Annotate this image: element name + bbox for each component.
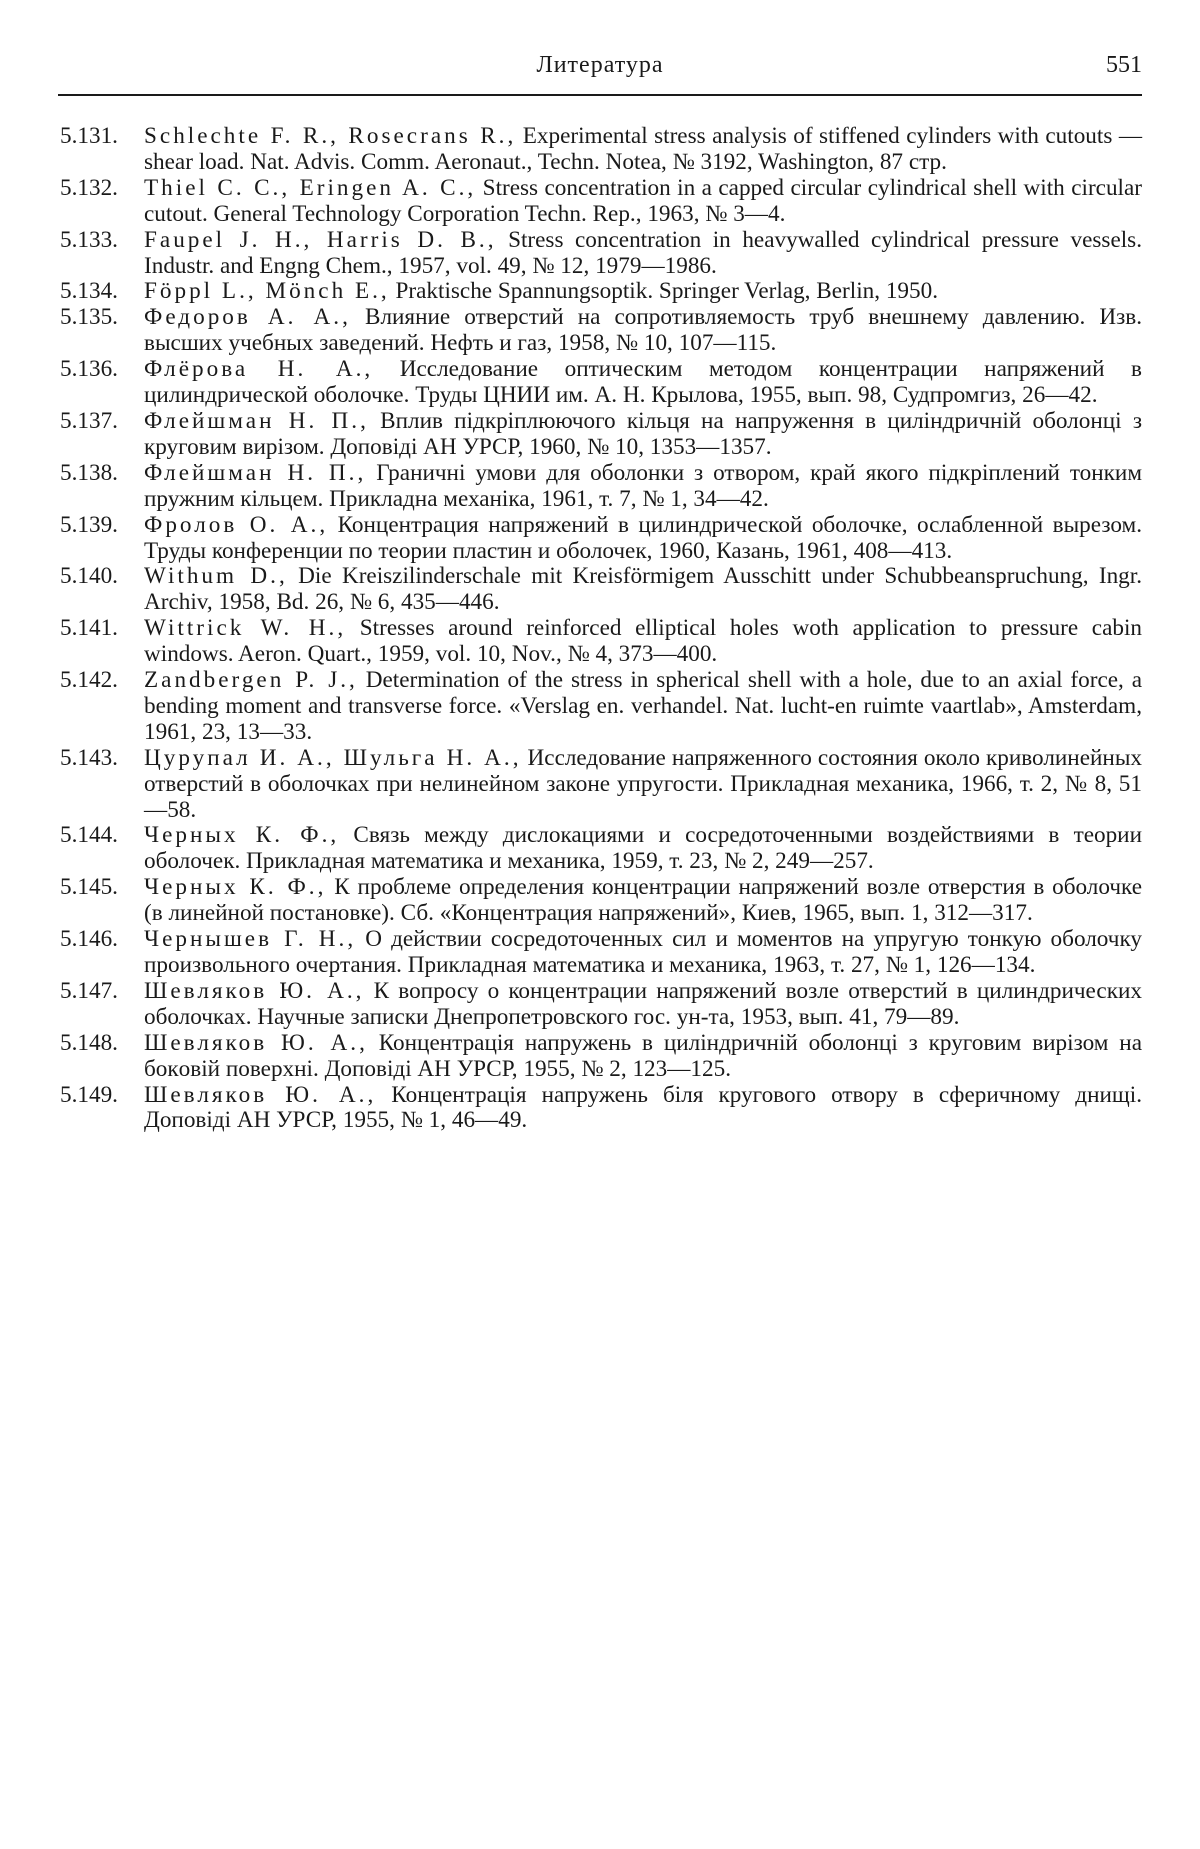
reference-text: К проблеме определения концентрации напряжений возле отверстия в оболочке (в линейной постановке). Сб. «Концентрация напряжений», Киев, 1965, вып. 1, 312—317. [144, 874, 1142, 927]
reference-number: 5.135. [60, 304, 118, 331]
reference-item [60, 124, 1142, 176]
reference-item [60, 1083, 1142, 1135]
page-number: 551 [1106, 52, 1142, 78]
reference-text: Граничнi умови для оболонки з отвором, край якого пiдкрiплений тонким пружним кiльцем. Прикладна механiка, 1961, т. 7, № 1, 34—42. [144, 459, 1143, 512]
reference-item [60, 461, 1142, 513]
reference-authors: Schlechte F. R., Rosecrans R., [144, 123, 517, 149]
reference-text: Praktische Spannungsoptik. Springer Verlag, Berlin, 1950. [395, 278, 938, 305]
reference-text: Вплив пiдкрiплюючого кiльця на напруження в цилiндричнiй оболонцi з круговим вирiзом. Доповiдi АН УРСР, 1960, № 10, 1353—1357. [144, 407, 1143, 460]
reference-number: 5.139. [60, 511, 118, 538]
reference-authors: Wittrick W. H., [144, 615, 347, 642]
reference-number: 5.137. [60, 407, 118, 434]
reference-authors: Черных К. Ф., [144, 822, 340, 849]
reference-authors: Faupel J. H., Harris D. B., [144, 226, 497, 253]
reference-text: О действии сосредоточенных сил и моментов на упругую тонкую оболочку произвольного очертания. Прикладная математика и механика, 1963, т. 27, № 1, 126—134. [144, 926, 1142, 978]
reference-authors: Föppl L., Mönch E., [144, 278, 390, 305]
reference-number: 5.138. [60, 459, 118, 486]
reference-text: Исследование напряженного состояния около криволинейных отверстий в оболочках при нелинейном законе упругости. Прикладная механика, 1966, т. 2, № 8, 51—58. [144, 744, 1142, 823]
reference-authors: Цурупал И. А., Шульга Н. А., [144, 744, 522, 771]
reference-authors: Черных К. Ф., [144, 874, 327, 901]
reference-text: Связь между дислокациями и сосредоточенными воздействиями в теории оболочек. Прикладная математика и механика, 1959, т. 23, № 2, 249—257. [144, 822, 1142, 875]
reference-item [60, 564, 1142, 616]
reference-authors: Шевляков Ю. А., [144, 977, 365, 1004]
reference-authors: Флейшман Н. П., [144, 459, 367, 486]
reference-item [60, 927, 1142, 979]
reference-number: 5.140. [60, 563, 118, 590]
reference-authors: Шевляков Ю. А., [144, 1081, 377, 1108]
reference-number: 5.149. [60, 1081, 118, 1108]
reference-list [60, 124, 1142, 1134]
reference-number: 5.141. [60, 615, 118, 642]
reference-number: 5.145. [60, 874, 118, 901]
reference-number: 5.142. [60, 667, 118, 694]
running-head: Литература [536, 52, 664, 78]
reference-text: Stress concentration in a capped circular cylindrical shell with circular cutout. General Technology Corporation Techn. Rep., 1963, № 3—4. [144, 174, 1143, 227]
page-header [58, 50, 1142, 96]
reference-text: К вопросу о концентрации напряжений возле отверстий в цилиндрических оболочках. Научные записки Днепропетровского гос. ун-та, 1953, вып. 41, 79—89. [144, 977, 1142, 1030]
reference-text: Влияние отверстий на сопротивляемость труб внешнему давлению. Изв. высших учебных заведений. Нефть и газ, 1958, № 10, 107—115. [144, 304, 1143, 357]
reference-authors: Withum D., [144, 563, 288, 590]
reference-number: 5.136. [60, 356, 118, 383]
reference-item [60, 668, 1142, 746]
reference-text: Stress concentration in heavywalled cylindrical pressure vessels. Industr. and Engng Chem., 1957, vol. 49, № 12, 1979—1986. [144, 226, 1143, 279]
reference-item [60, 746, 1142, 824]
reference-number: 5.134. [60, 278, 118, 305]
reference-number: 5.133. [60, 226, 118, 253]
reference-item [60, 823, 1142, 875]
reference-item [60, 357, 1142, 409]
reference-item [60, 616, 1142, 668]
reference-text: Концентрация напряжений в цилиндрической оболочке, ослабленной вырезом. Труды конференции по теории пластин и оболочек, 1960, Казань, 1961, 408—413. [144, 511, 1142, 564]
reference-text: Experimental stress analysis of stiffened cylinders with cutouts — shear load. Nat. Advis. Comm. Aeronaut., Techn. Notea, № 3192, Washington, 87 стр. [144, 123, 1143, 175]
reference-text: Stresses around reinforced elliptical holes woth application to pressure cabin windows. Aeron. Quart., 1959, vol. 10, Nov., № 4, 373—400. [144, 615, 1143, 668]
reference-item [60, 305, 1142, 357]
reference-number: 5.148. [60, 1029, 118, 1056]
reference-authors: Шевляков Ю. А., [144, 1029, 368, 1056]
reference-number: 5.144. [60, 822, 118, 849]
reference-item [60, 176, 1142, 228]
reference-item [60, 513, 1142, 565]
reference-item [60, 979, 1142, 1031]
reference-number: 5.132. [60, 174, 118, 201]
reference-authors: Флёрова Н. А., [144, 356, 374, 383]
reference-authors: Чернышев Г. Н., [144, 926, 357, 953]
reference-authors: Zandbergen P. J., [144, 667, 358, 694]
reference-number: 5.131. [60, 123, 118, 149]
reference-authors: Фролов О. А., [144, 511, 329, 538]
reference-item [60, 228, 1142, 280]
reference-text: Концентрацiя напружень бiля кругового отвору в сферичному днищi. Доповiдi АН УРСР, 1955, № 1, 46—49. [144, 1081, 1142, 1134]
reference-item [60, 279, 1142, 305]
reference-number: 5.147. [60, 977, 118, 1004]
reference-text: Исследование оптическим методом концентрации напряжений в цилиндрической оболочке. Труды ЦНИИ им. А. Н. Крылова, 1955, вып. 98, Судпромгиз, 26—42. [144, 356, 1142, 409]
reference-item [60, 875, 1142, 927]
reference-number: 5.143. [60, 744, 118, 771]
reference-authors: Флейшман Н. П., [144, 407, 369, 434]
reference-item [60, 1031, 1142, 1083]
reference-text: Die Kreiszilinderschale mit Kreisförmigem Ausschitt under Schubbeanspruchung, Ingr. Archiv, 1958, Bd. 26, № 6, 435—446. [144, 563, 1143, 616]
reference-item [60, 409, 1142, 461]
reference-authors: Федоров А. А., [144, 304, 351, 331]
reference-authors: Thiel C. C., Eringen A. C., [144, 174, 477, 201]
reference-text: Концентрацiя напружень в цилiндричнiй оболонцi з круговим вирiзом на бокoвiй поверхнi. Доповiдi АН УРСР, 1955, № 2, 123—125. [144, 1029, 1142, 1082]
reference-number: 5.146. [60, 926, 118, 953]
reference-text: Determination of the stress in spherical shell with a hole, due to an axial force, a bending moment and transverse force. «Verslag en. verhandel. Nat. lucht-en ruimte vaartlab», Amsterdam, 1961, 23, 13—33. [144, 667, 1142, 745]
